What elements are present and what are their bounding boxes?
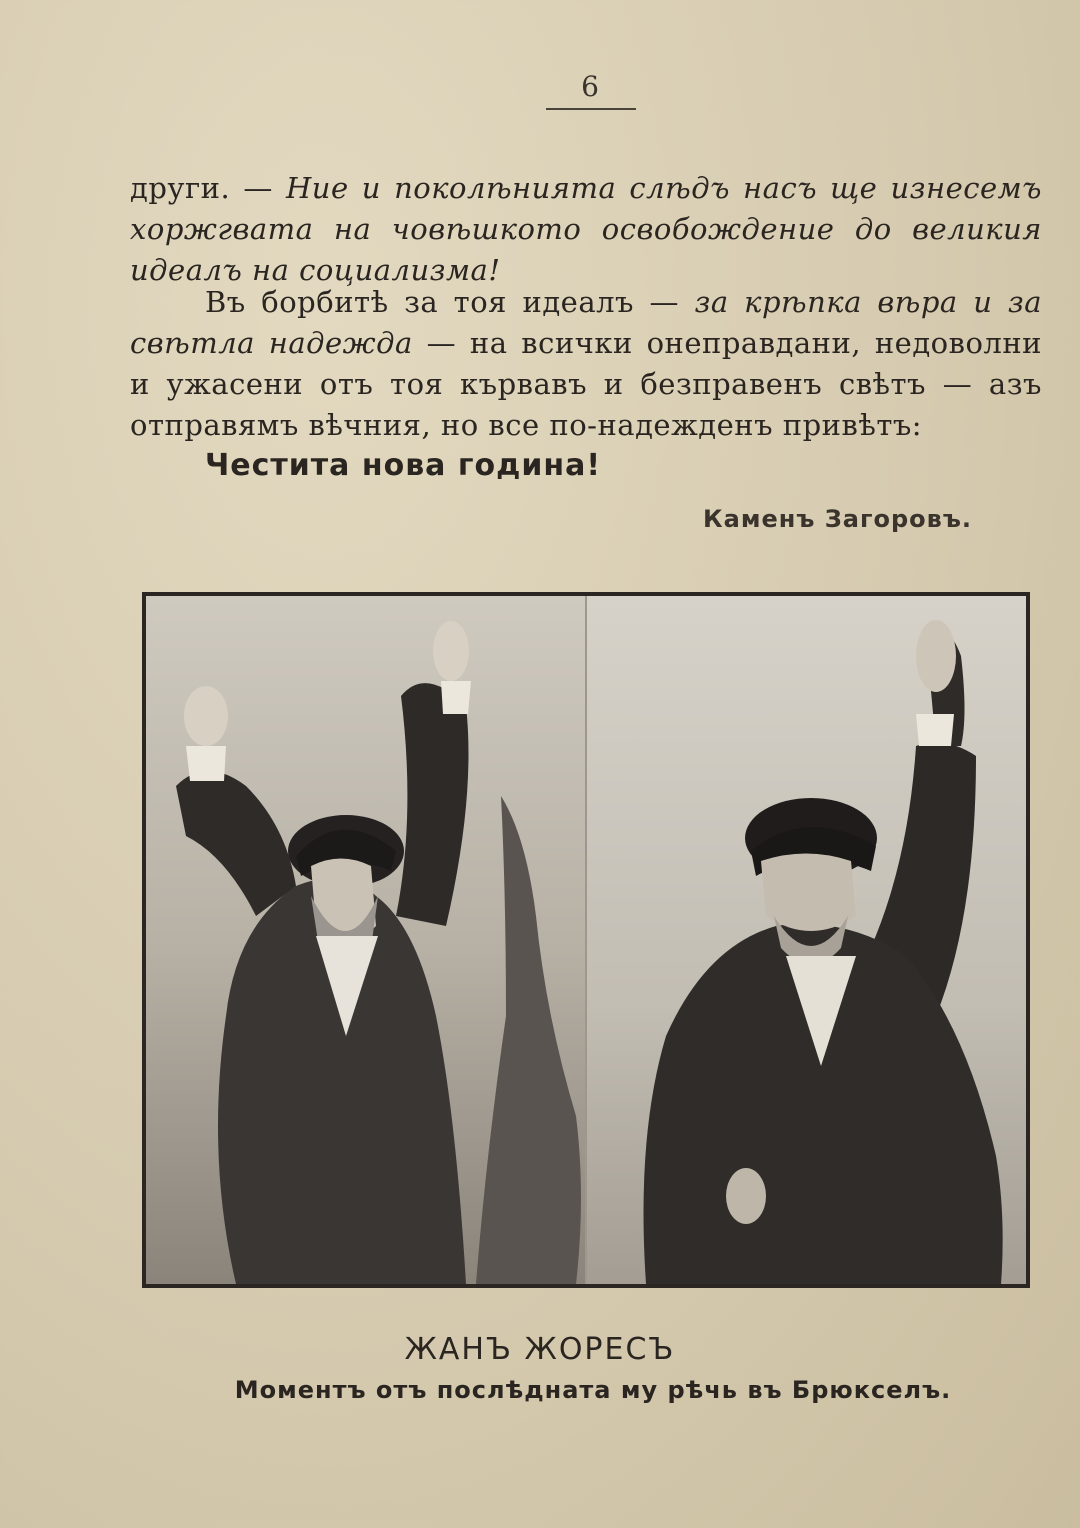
new-year-greeting: Честита нова година! xyxy=(205,448,602,483)
caption-subtitle: Моментъ отъ послѣдната му рѣчь въ Брюкселъ. xyxy=(234,1376,952,1404)
page-number-rule xyxy=(546,108,636,110)
caption-title: ЖАНЪ ЖОРЕСЪ xyxy=(404,1332,676,1367)
paragraph-2-end: — на всички онеправдани, недоволни и ужасени отъ тоя кървавъ и безправенъ свѣтъ — азъ отправямъ вѣчния, но все по-надежденъ привѣтъ: xyxy=(130,326,1042,442)
page-number: 6 xyxy=(581,70,599,103)
author-signature: Каменъ Загоровъ. xyxy=(703,505,972,533)
photograph xyxy=(142,592,1030,1288)
paragraph-2-italic: за крѣпка вѣра и за свѣтла надежда xyxy=(130,285,1042,360)
paragraph-2-start: Въ борбитѣ за тоя идеалъ — xyxy=(205,285,679,319)
paragraph-1 xyxy=(130,168,1042,291)
paragraph-2 xyxy=(130,282,1042,446)
paragraph-1-italic: Ние и поколѣнията слѣдъ насъ ще изнесемъ хоржгвата на човѣшкото освобождение до великия идеалъ на социализма! xyxy=(130,171,1043,287)
paragraph-1-lead: други. — xyxy=(130,171,273,205)
